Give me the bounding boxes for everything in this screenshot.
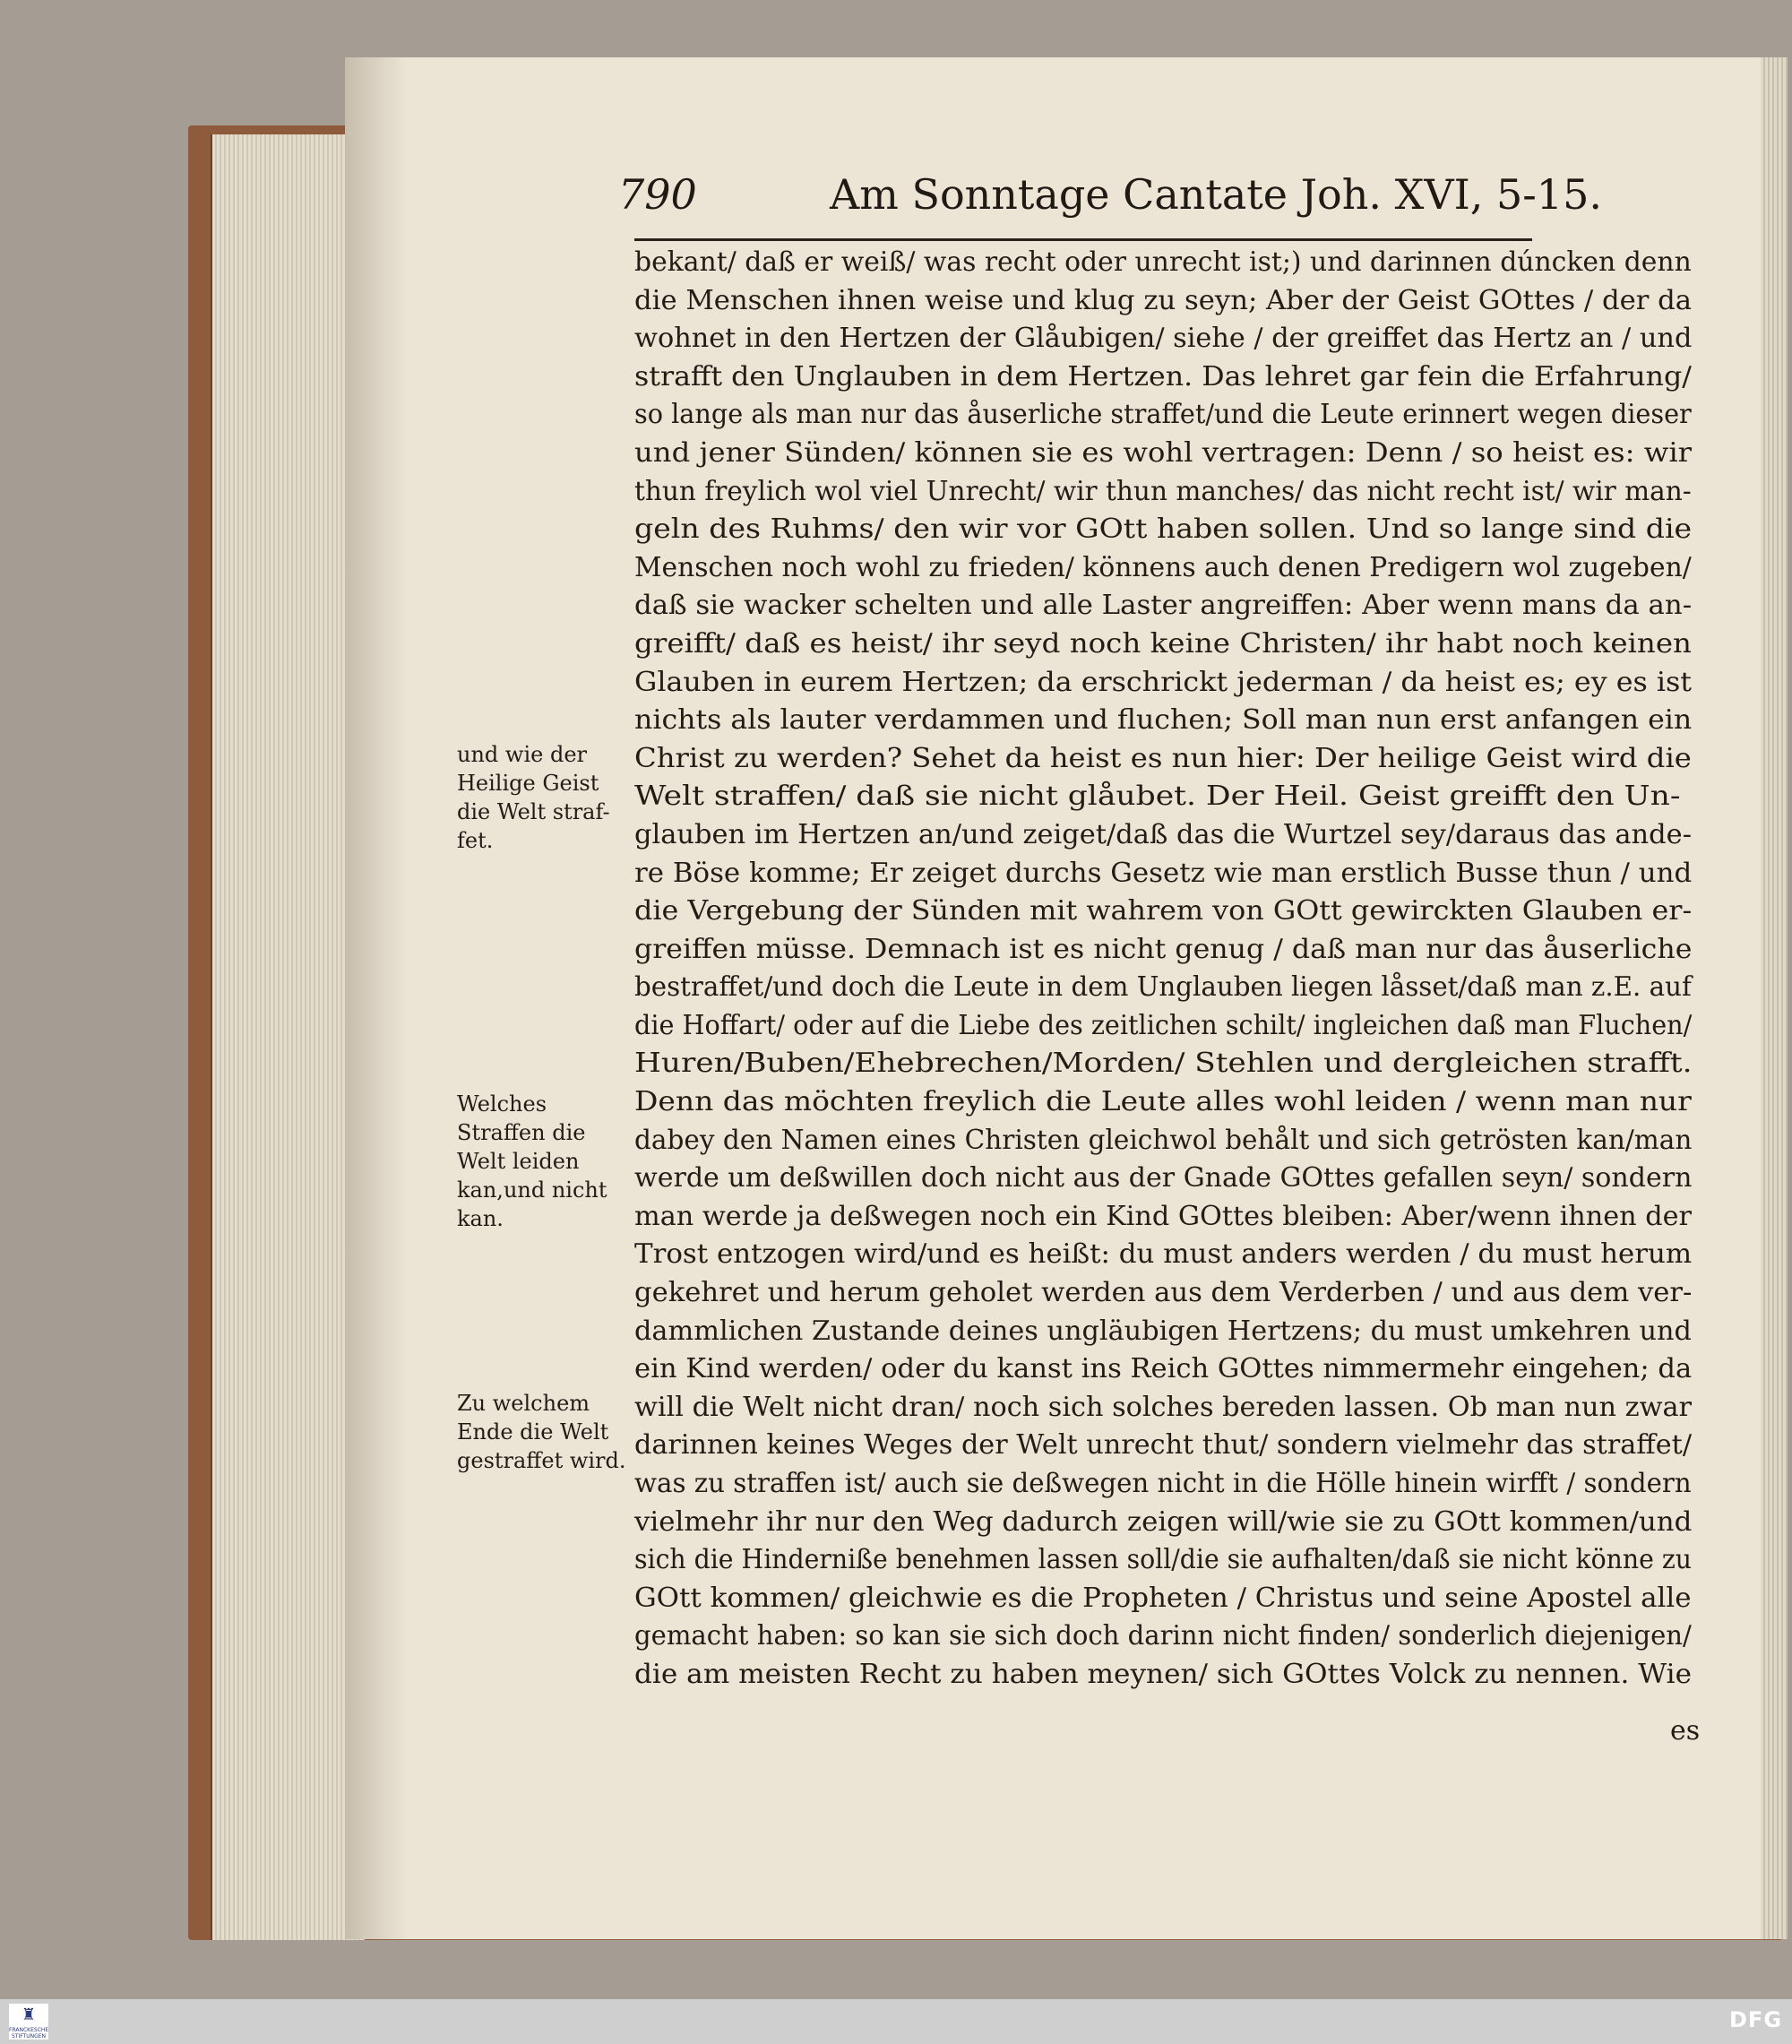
page-stack-edge [211,134,365,1940]
text-line: die Menschen ihnen weise und klug zu seyn; Aber der Geist GOttes / der da [634,284,1693,316]
margin-note-purpose [457,1389,632,1475]
text-line: greifft/ daß es heist/ ihr seyd noch keine Christen/ ihr habt noch keinen [634,627,1692,660]
page-number: 790 [618,170,697,219]
text-line: Christ zu werden? Sehet da heist es nun hier: Der heilige Geist wird die [634,742,1692,774]
francke-logo-text: FRANCKESCHE STIFTUNGEN [9,2027,49,2040]
text-line: strafft den Unglauben in dem Hertzen. Das lehret gar fein die Erfahrung/ [634,360,1692,392]
margin-note-line: Ende die Welt [457,1419,609,1445]
text-line: werde um deßwillen doch nicht aus der Gnade GOttes gefallen seyn/ sondern [634,1162,1693,1194]
text-line: gekehret und herum geholet werden aus dem Verderben / und aus dem ver- [634,1277,1693,1309]
running-head [618,170,1602,233]
text-line: sich die Hinderniße benehmen lassen soll/die sie aufhalten/daß sie nicht könne zu [634,1544,1693,1576]
margin-note-line: die Welt straf- [457,799,610,824]
text-line: greiffen müsse. Demnach ist es nicht genug / daß man nur das åuserliche [634,933,1693,965]
text-line: Menschen noch wohl zu frieden/ könnens auch denen Predigern wol zugeben/ [634,551,1692,583]
text-line: thun freylich wol viel Unrecht/ wir thun manches/ das nicht recht ist/ wir man- [634,475,1692,507]
text-line: ein Kind werden/ oder du kanst ins Reich GOttes nimmermehr eingehen; da [634,1353,1693,1385]
text-line: wohnet in den Hertzen der Glåubigen/ siehe / der greiffet das Hertz an / und [634,323,1693,355]
margin-note-line: kan. [457,1206,504,1231]
text-line: darinnen keines Weges der Welt unrecht thut/ sondern vielmehr das straffet/ [634,1429,1693,1462]
margin-note-line: kan,und nicht [457,1177,607,1203]
margin-note-line: Heilige Geist [457,771,599,796]
text-line: und jener Sünden/ können sie es wohl vertragen: Denn / so heist es: wir [634,436,1693,469]
text-line: daß sie wacker schelten und alle Laster angreiffen: Aber wenn mans da an- [634,590,1693,622]
text-line: gemacht haben: so kan sie sich doch darinn nicht finden/ sonderlich diejenigen/ [634,1620,1692,1652]
text-line: bestraffet/und doch die Leute in dem Unglauben liegen låsset/daß man z.E. auf [634,971,1692,1004]
margin-note-line: Welches [457,1091,547,1117]
francke-logo-icon: ♜ [21,2005,37,2024]
text-line: Welt straffen/ daß sie nicht glåubet. Der Heil. Geist greifft den Un- [634,781,1681,813]
body-text [634,244,1692,1695]
viewer-footer [0,1999,1792,2044]
text-line: was zu straffen ist/ auch sie deßwegen nicht in die Hölle hinein wirfft / sondern [634,1468,1692,1499]
margin-note-world-punishment [457,1090,632,1233]
francke-logo[interactable] [9,2004,48,2040]
margin-note-holy-spirit [457,740,632,855]
text-line: die Hoffart/ oder auf die Liebe des zeitlichen schilt/ ingleichen daß man Fluchen/ [634,1009,1693,1041]
margin-note-line: Zu welchem [457,1391,590,1416]
text-line: Denn das möchten freylich die Leute alles wohl leiden / wenn man nur [634,1086,1692,1118]
head-rule [634,238,1532,241]
running-title: Am Sonntage Cantate Joh. XVI, 5-15. [830,170,1602,219]
text-line: die am meisten Recht zu haben meynen/ sich GOttes Volck zu nennen. Wie [634,1658,1693,1690]
text-line: Huren/Buben/Ehebrechen/Morden/ Stehlen und dergleichen strafft. [634,1048,1693,1080]
text-line: geln des Ruhms/ den wir vor GOtt haben sollen. Und so lange sind die [634,513,1693,546]
text-line: Glauben in eurem Hertzen; da erschrickt jederman / da heist es; ey es ist [634,666,1693,698]
text-line: man werde ja deßwegen noch ein Kind GOttes bleiben: Aber/wenn ihnen der [634,1200,1693,1232]
text-line: dammlichen Zustande deines ungläubigen Hertzens; du must umkehren und [634,1315,1692,1347]
margin-note-line: und wie der [457,742,587,767]
text-line: will die Welt nicht dran/ noch sich solches bereden lassen. Ob man nun zwar [634,1391,1693,1423]
gutter-shadow [345,57,408,1939]
text-line: bekant/ daß er weiß/ was recht oder unrecht ist;) und darinnen dúncken denn [634,246,1692,278]
margin-note-line: gestraffet wird. [457,1448,626,1473]
margin-note-line: fet. [457,828,494,853]
text-line: GOtt kommen/ gleichwie es die Propheten / Christus und seine Apostel alle [634,1582,1692,1614]
text-line: re Böse komme; Er zeiget durchs Gesetz wie man erstlich Busse thun / und [634,857,1693,889]
text-line: vielmehr ihr nur den Weg dadurch zeigen will/wie sie zu GOtt kommen/und [634,1505,1693,1538]
right-page-edge [1761,57,1788,1939]
dfg-logo[interactable]: DFG [1729,2007,1783,2032]
text-line: Trost entzogen wird/und es heißt: du must anders werden / du must herum [634,1238,1693,1271]
text-line: nichts als lauter verdammen und fluchen; Soll man nun erst anfangen ein [634,704,1693,737]
text-line: dabey den Namen eines Christen gleichwol behålt und sich getrösten kan/man [634,1124,1693,1156]
text-line: glauben im Hertzen an/und zeiget/daß das die Wurtzel sey/daraus das ande- [634,818,1693,850]
margin-note-line: Welt leiden [457,1149,580,1174]
catchword: es [1670,1715,1701,1746]
margin-note-line: Straffen die [457,1120,586,1145]
text-line: die Vergebung der Sünden mit wahrem von GOtt gewirckten Glauben er- [634,895,1693,927]
text-line: so lange als man nur das åuserliche straffet/und die Leute erinnert wegen dieser [634,399,1692,431]
